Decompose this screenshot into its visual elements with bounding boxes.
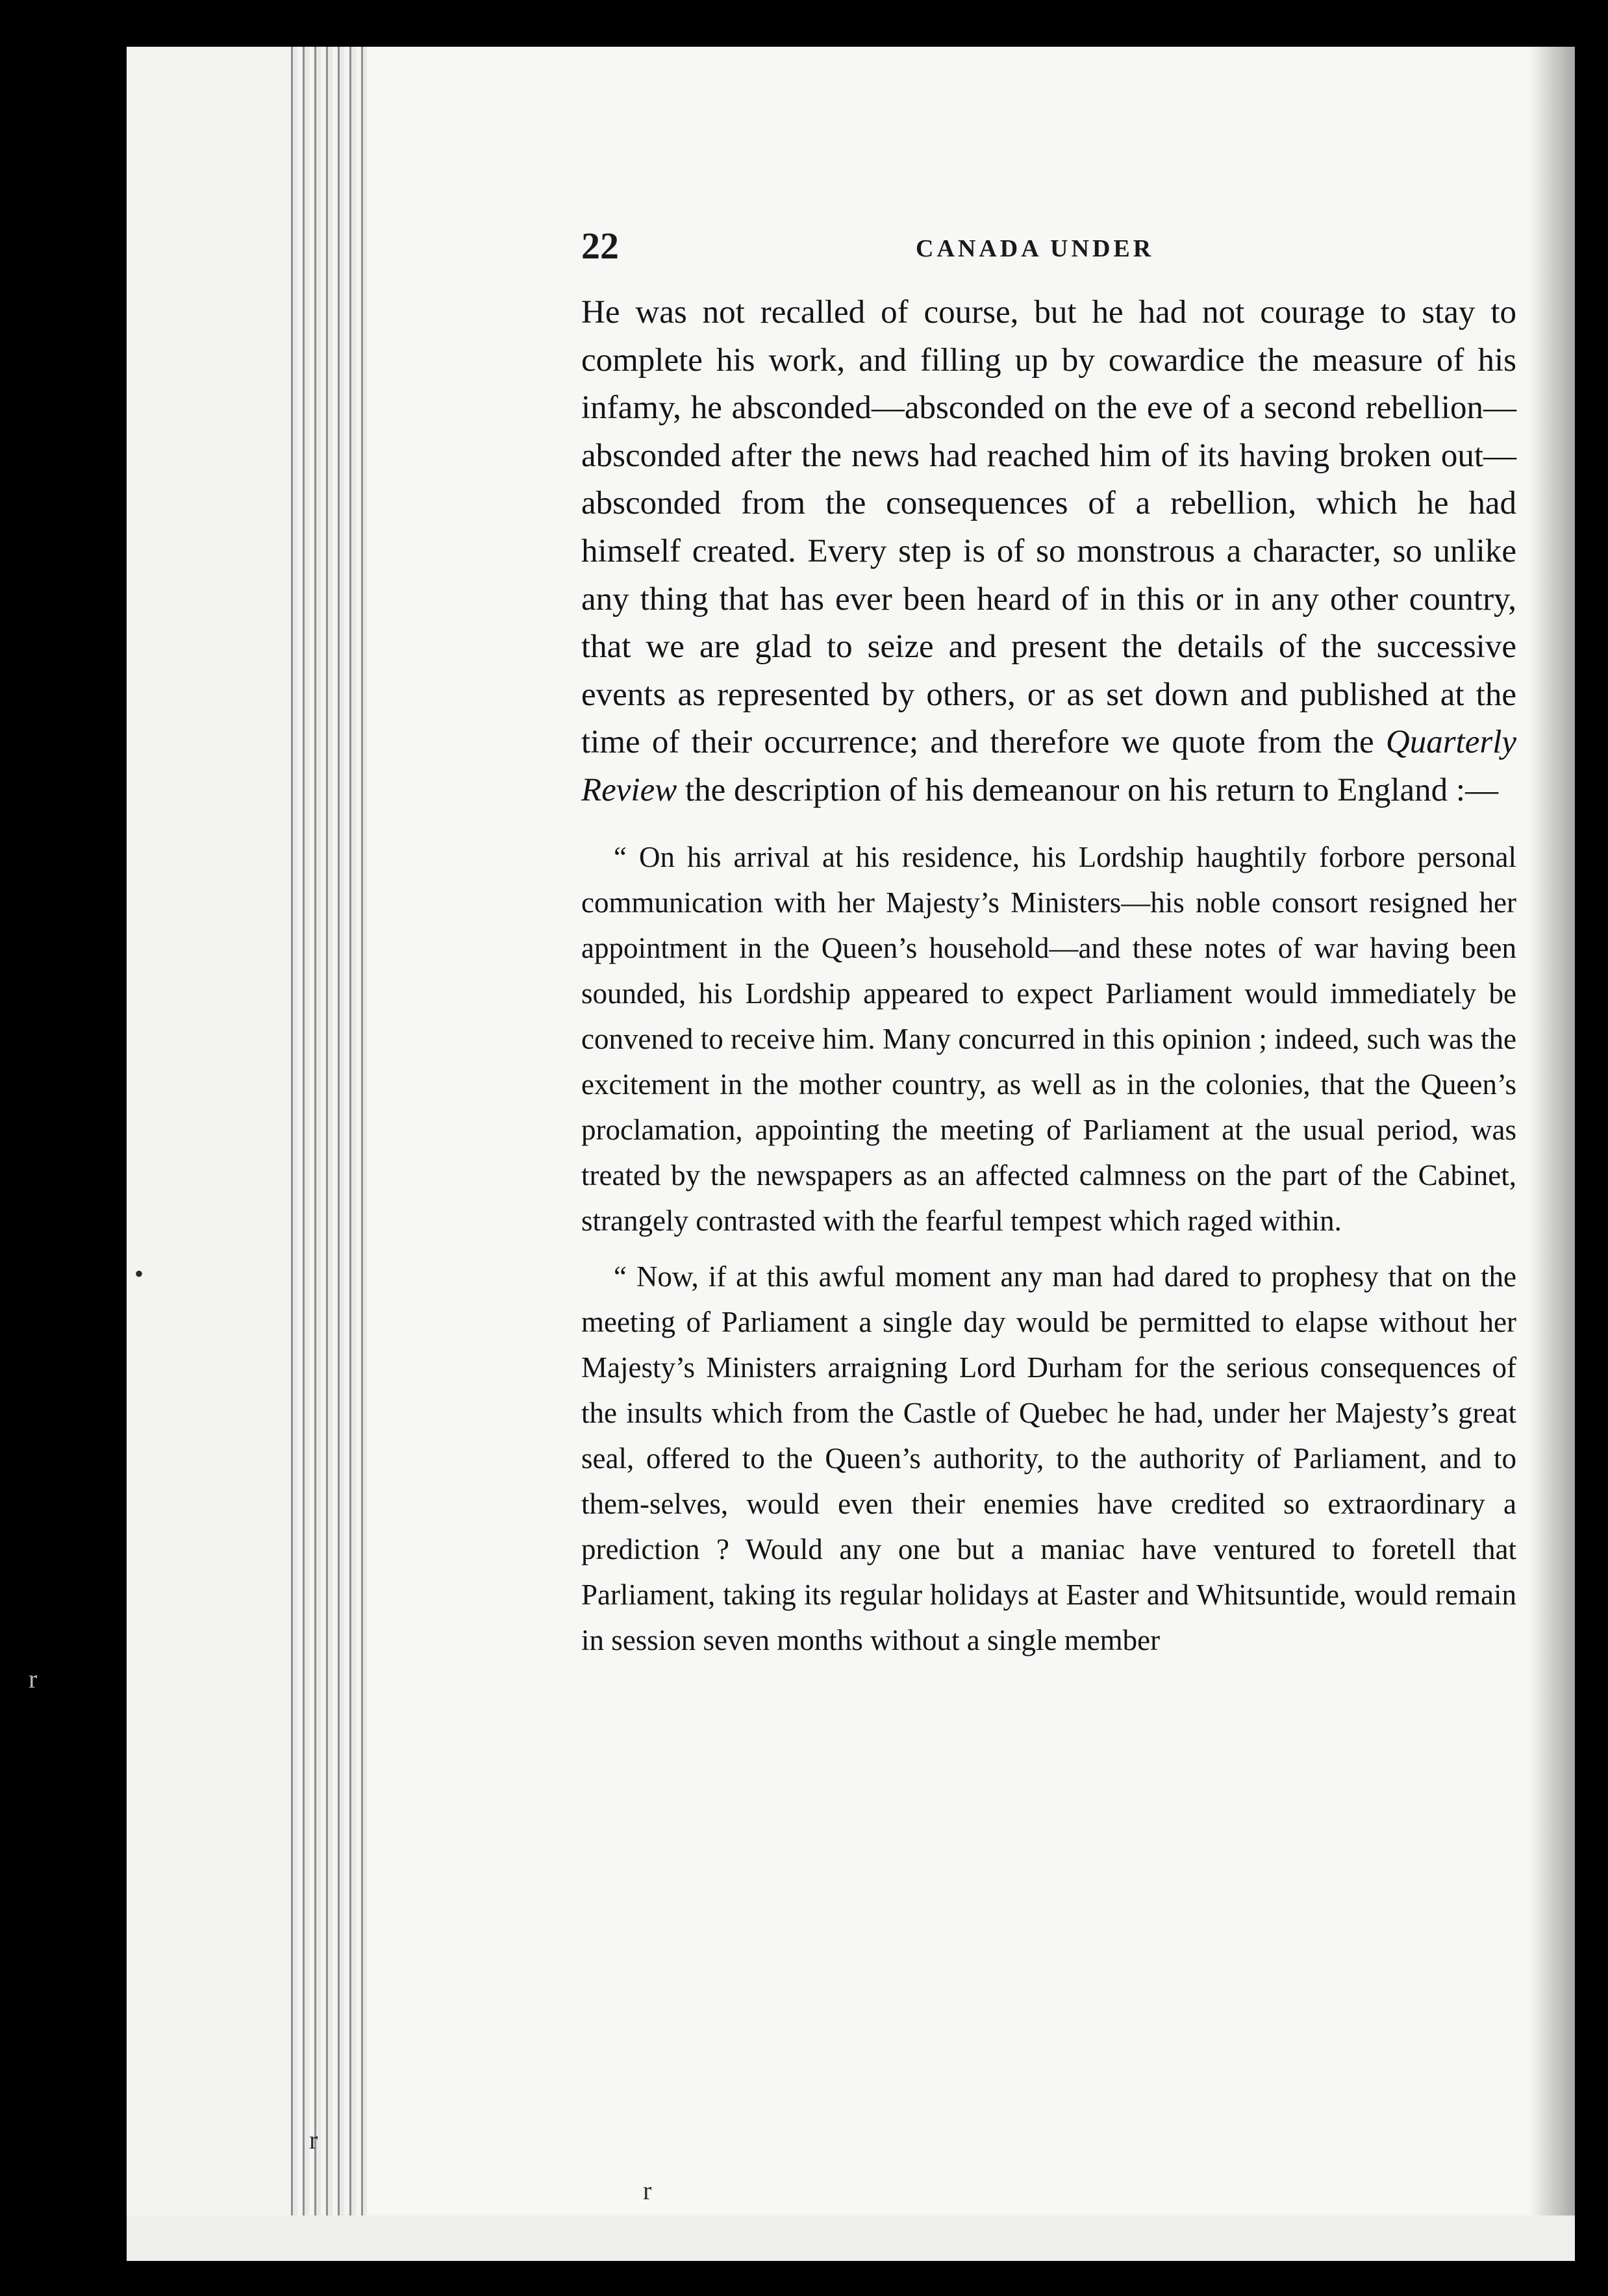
- paragraph-text: He was not recalled of course, but he had not courage to stay to complete his work, and filling up by cowardice the measure of his infamy, he absconded—absconded on the eve of a second rebellion—absconded after the news had reached him of its having broken out—absconded from the consequences of a rebellion, which he had himself created. Every step is of so monstrous a character, so unlike any thing that has ever been heard of in this or in any other country, that we are glad to seize and present the details of the successive events as represented by others, or as set down and published at the time of their occurrence; and therefore we quote from the: [581, 294, 1516, 761]
- page-body: [581, 289, 1516, 1663]
- quote-paragraph-1: “ On his arrival at his residence, his Lordship haughtily forbore personal communication with her Majesty’s Ministers—his noble consort resigned her appointment in the Queen’s household—and these notes of war having been sounded, his Lordship appeared to expect Parliament would immediately be convened to receive him. Many concurred in this opinion ; indeed, such was the excitement in the mother country, as well as in the colonies, that the Queen’s proclamation, appointing the meeting of Parliament at the usual period, was treated by the newspapers as an affected calmness on the part of the Cabinet, strangely contrasted with the fearful tempest which raged within.: [581, 840, 1516, 1237]
- page-stack-edges: [286, 47, 370, 2215]
- page-bottom-margin: [127, 2215, 1575, 2261]
- page-header: [581, 224, 1516, 269]
- margin-mark: r: [643, 2176, 652, 2205]
- margin-dot: •: [134, 1259, 144, 1288]
- page-gutter-shadow: [1529, 47, 1575, 2215]
- main-paragraph: [581, 289, 1516, 815]
- margin-mark: r: [29, 1664, 38, 1693]
- running-head: CANADA UNDER: [916, 235, 1155, 262]
- italic-title: Quarterly Review: [581, 724, 1516, 808]
- facing-page-edge: [127, 47, 289, 2261]
- page-number: 22: [581, 225, 619, 267]
- margin-mark: r: [309, 2125, 318, 2154]
- paragraph-text-end: the description of his demeanour on his return to England :—: [685, 771, 1499, 808]
- quote-paragraph-2: “ Now, if at this awful moment any man had dared to prophesy that on the meeting of Parliament a single day would be permitted to elapse without her Majesty’s Ministers arraigning Lord Durham for the serious consequences of the insults which from the Castle of Quebec he had, under her Majesty’s great seal, offered to the Queen’s authority, to the authority of Parliament, and to them-selves, would even their enemies have credited so extraordinary a prediction ? Would any one but a maniac have ventured to foretell that Parliament, taking its regular holidays at Easter and Whitsuntide, would remain in session seven months without a single member: [581, 1260, 1516, 1656]
